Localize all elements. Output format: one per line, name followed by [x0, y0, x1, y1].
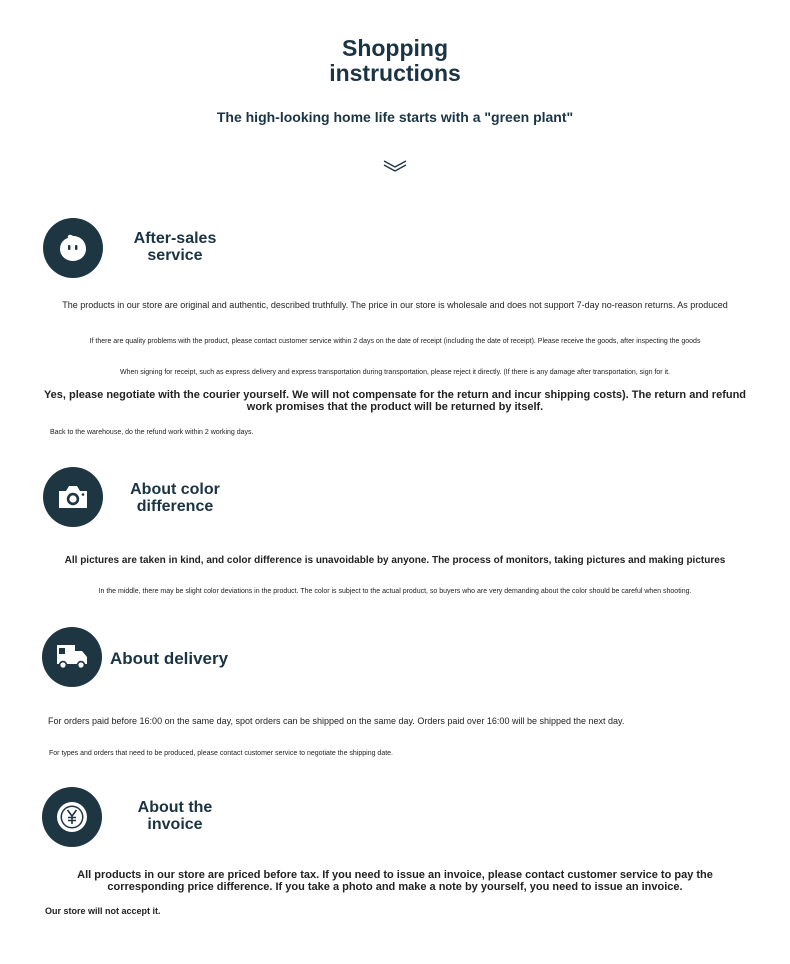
color-difference-badge	[43, 467, 103, 527]
after-sales-title-line1: After-sales	[133, 230, 217, 247]
after-sales-paragraph-4: Yes, please negotiate with the courier yourself. We will not compensate for the return and incur shipping costs). The return and refund work promises that the product will be returned by itself.	[43, 389, 747, 413]
invoice-title	[112, 799, 238, 833]
truck-icon	[54, 642, 90, 672]
color-difference-title-line2: difference	[136, 498, 214, 515]
delivery-paragraph-2: For types and orders that need to be produced, please contact customer service to negotiate the shipping date.	[49, 750, 393, 757]
page-title-line2: instructions	[329, 60, 461, 86]
yen-coin-icon	[54, 799, 90, 835]
delivery-title: About delivery	[110, 649, 229, 668]
invoice-badge	[42, 787, 102, 847]
color-difference-paragraph-1: All pictures are taken in kind, and color difference is unavoidable by anyone. The process of monitors, taking pictures and making pictures	[64, 555, 726, 566]
invoice-paragraph-2: Our store will not accept it.	[45, 906, 161, 916]
delivery-badge	[42, 627, 102, 687]
double-chevron-down-icon	[383, 158, 407, 174]
after-sales-paragraph-1: The products in our store are original and authentic, described truthfully. The price in our store is wholesale and does not support 7-day no-reason returns. As produced	[62, 300, 728, 310]
after-sales-badge	[43, 218, 103, 278]
after-sales-paragraph-5: Back to the warehouse, do the refund work within 2 working days.	[50, 429, 254, 436]
face-icon	[56, 231, 90, 265]
color-difference-title	[112, 481, 238, 515]
camera-icon	[56, 482, 90, 512]
delivery-paragraph-1: For orders paid before 16:00 on the same day, spot orders can be shipped on the same day. Orders paid over 16:00 will be shipped the next day.	[48, 716, 625, 726]
color-difference-title-line1: About color	[130, 481, 220, 498]
invoice-title-line2: invoice	[147, 816, 203, 833]
color-difference-paragraph-2: In the middle, there may be slight color deviations in the product. The color is subject to the actual product, so buyers who are very demanding about the color should be careful when shooting.	[98, 588, 692, 595]
invoice-title-line1: About the	[137, 799, 213, 816]
after-sales-paragraph-2: If there are quality problems with the product, please contact customer service within 2 days on the date of receipt (including the date of receipt). Please receive the goods, after inspecting the goods	[89, 338, 701, 345]
invoice-paragraph-1: All products in our store are priced before tax. If you need to issue an invoice, please contact customer service to pay the corresponding price difference. If you take a photo and make a note by yourself, you need to issue an invoice.	[77, 869, 713, 893]
after-sales-paragraph-3: When signing for receipt, such as express delivery and express transportation during transportation, please reject it directly. (If there is any damage after transportation, sign for it.	[119, 369, 671, 376]
page-title	[0, 36, 790, 86]
page-title-line1: Shopping	[341, 35, 449, 61]
after-sales-title	[112, 230, 238, 264]
page-subtitle: The high-looking home life starts with a "green plant"	[216, 109, 574, 125]
after-sales-title-line2: service	[147, 247, 203, 264]
